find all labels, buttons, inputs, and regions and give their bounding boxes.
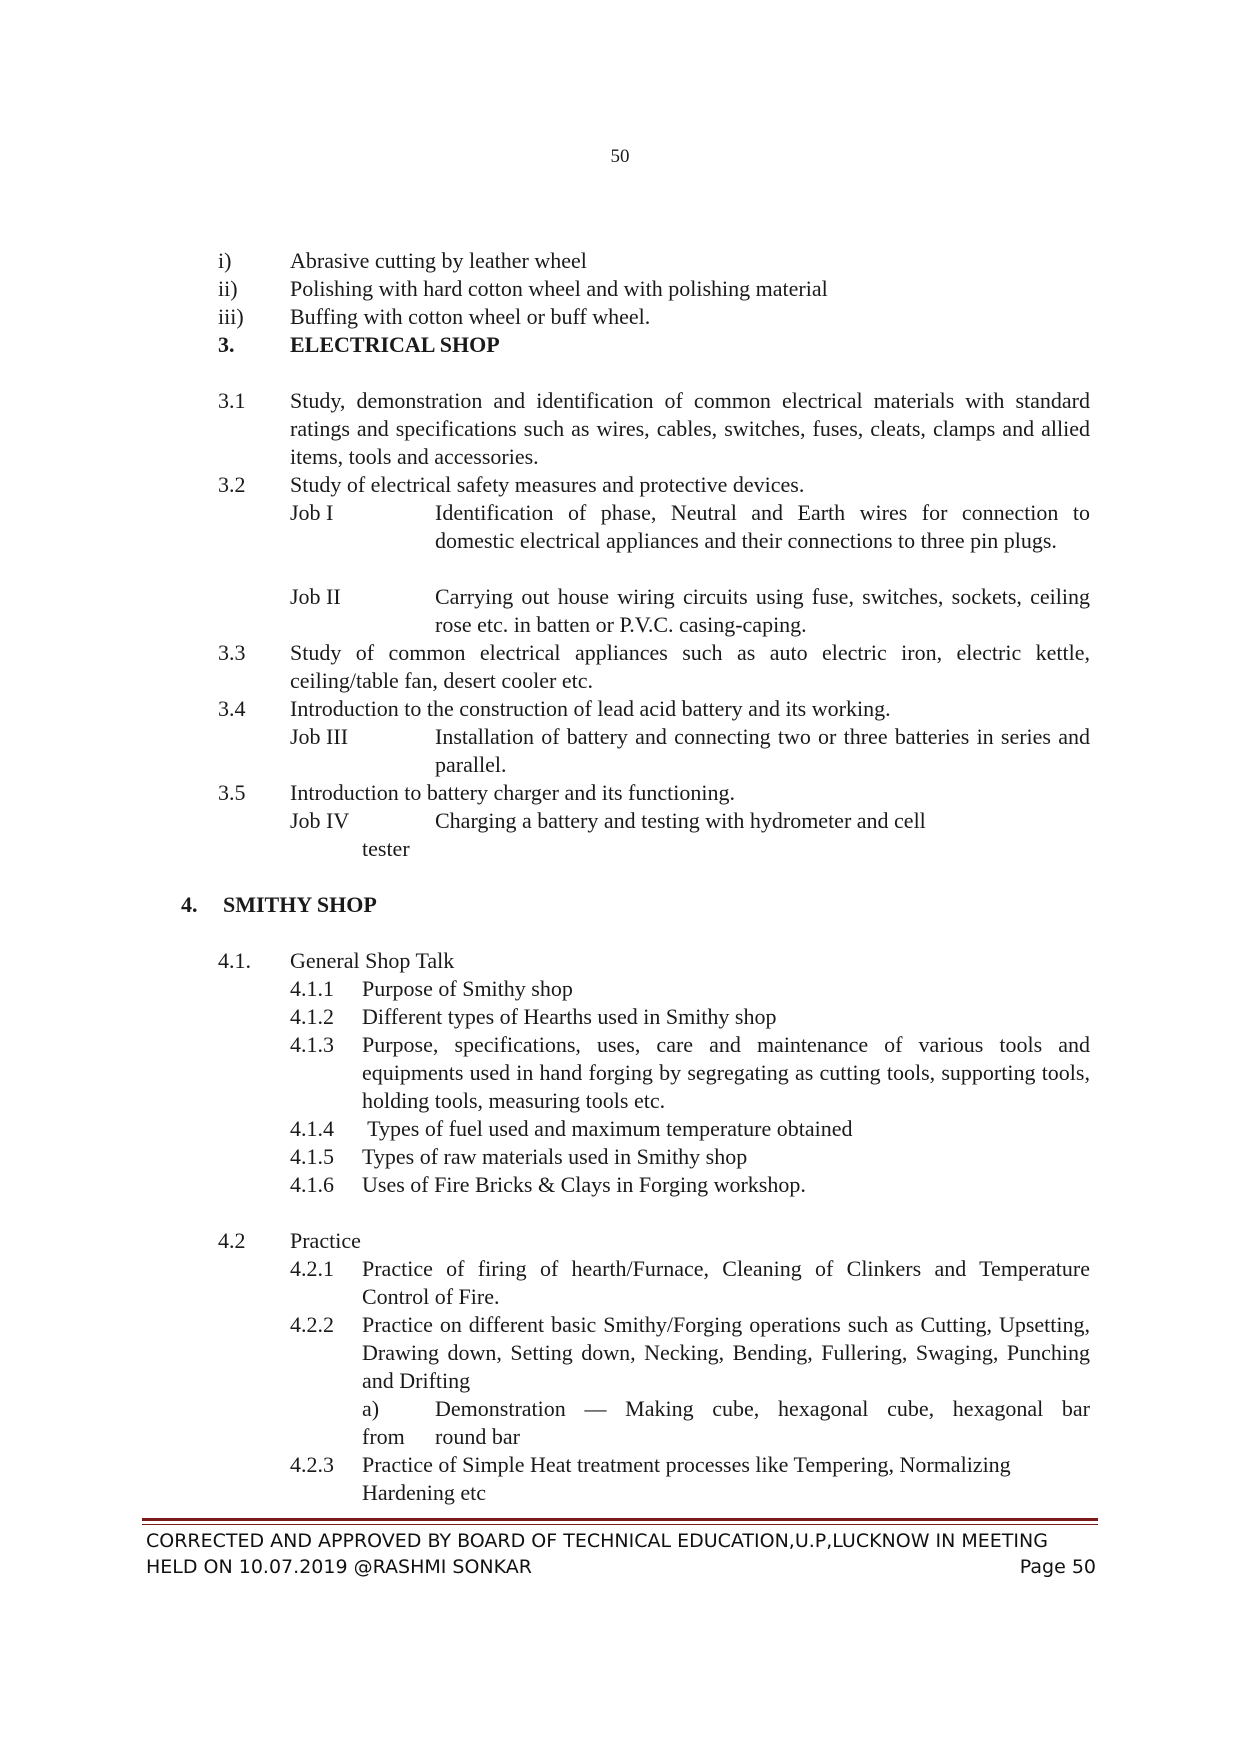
footer-divider (142, 1518, 1098, 1521)
job-text: Carrying out house wiring circuits using fuse, switches, sockets, ceiling rose etc. in batten or P.V.C. casing-caping. (435, 584, 1090, 637)
list-marker: i) (218, 248, 232, 273)
subitem-number: 4.2.2 (290, 1312, 334, 1337)
item-text: Introduction to battery charger and its functioning. (290, 780, 735, 805)
subitem-number: 4.1.5 (290, 1144, 334, 1169)
subitem-number: 4.2.1 (290, 1256, 334, 1281)
item-number: 4.1. (218, 948, 251, 973)
list-item: Abrasive cutting by leather wheel (290, 248, 587, 273)
item-text: Study, demonstration and identification of common electrical materials with standard ratings and specifications such as wires, cables, switches, fuses, cleats, clamps and allied items, tools and accessories. (290, 388, 1090, 469)
section-heading: SMITHY SHOP (223, 892, 377, 917)
list-item: Buffing with cotton wheel or buff wheel. (290, 304, 651, 329)
job-text: Charging a battery and testing with hydrometer and cell (435, 808, 926, 833)
list-marker: a) (362, 1396, 380, 1421)
item-text: General Shop Talk (290, 948, 455, 973)
list-marker: iii) (218, 304, 244, 329)
subitem-number: 4.2.3 (290, 1452, 334, 1477)
item-number: 3.1 (218, 388, 246, 413)
subitem-number: 4.1.4 (290, 1116, 334, 1141)
section-number: 4. (181, 892, 198, 917)
subitem-number: 4.1.2 (290, 1004, 334, 1029)
subitem-number: 4.1.3 (290, 1032, 334, 1057)
subitem-text: Purpose, specifications, uses, care and maintenance of various tools and equipments used in hand forging by segregating as cutting tools, supporting tools, holding tools, measuring tools etc. (362, 1032, 1090, 1113)
job-label: Job IV (290, 808, 350, 833)
job-label: Job I (290, 500, 334, 525)
subitem-text: Types of raw materials used in Smithy shop (362, 1144, 748, 1169)
subitem-text: Uses of Fire Bricks & Clays in Forging workshop. (362, 1172, 806, 1197)
subitem-text: Different types of Hearths used in Smithy shop (362, 1004, 777, 1029)
demo-text: Demonstration — Making cube, hexagonal cube, hexagonal bar (435, 1396, 1090, 1421)
job-text-continuation: tester (362, 836, 410, 861)
section-number: 3. (218, 332, 235, 357)
job-label: Job III (290, 724, 349, 749)
list-item: Polishing with hard cotton wheel and with polishing material (290, 276, 828, 301)
item-text: Introduction to the construction of lead acid battery and its working. (290, 696, 891, 721)
subitem-text: Practice of firing of hearth/Furnace, Cleaning of Clinkers and Temperature Control of Fire. (362, 1256, 1090, 1309)
item-text: Study of common electrical appliances such as auto electric iron, electric kettle, ceiling/table fan, desert cooler etc. (290, 640, 1090, 693)
list-marker: ii) (218, 276, 238, 301)
subitem-text: Types of fuel used and maximum temperature obtained (362, 1116, 853, 1141)
item-text: Study of electrical safety measures and protective devices. (290, 472, 805, 497)
item-text: Practice (290, 1228, 361, 1253)
subitem-number: 4.1.1 (290, 976, 334, 1001)
item-number: 3.3 (218, 640, 246, 665)
job-text: Identification of phase, Neutral and Earth wires for connection to domestic electrical appliances and their connections to three pin plugs. (435, 500, 1090, 553)
item-number: 4.2 (218, 1228, 246, 1253)
subitem-text: Hardening etc (362, 1480, 486, 1505)
item-number: 3.2 (218, 472, 246, 497)
footer-line: CORRECTED AND APPROVED BY BOARD OF TECHNICAL EDUCATION,U.P,LUCKNOW IN MEETING (146, 1530, 1048, 1552)
job-label: Job II (290, 584, 341, 609)
footer-approval: HELD ON 10.07.2019 @RASHMI SONKAR (146, 1556, 532, 1578)
page-number: 50 (610, 146, 630, 167)
section-heading: ELECTRICAL SHOP (290, 332, 500, 357)
subitem-number: 4.1.6 (290, 1172, 334, 1197)
footer-line-2 (146, 1554, 1096, 1580)
subitem-text: Purpose of Smithy shop (362, 976, 573, 1001)
footer-page-label: Page 50 (1019, 1556, 1096, 1578)
job-text: Installation of battery and connecting two or three batteries in series and parallel. (435, 724, 1090, 777)
item-number: 3.4 (218, 696, 246, 721)
subitem-text: Practice of Simple Heat treatment processes like Tempering, Normalizing (362, 1452, 1011, 1477)
demo-continuation: from (362, 1424, 405, 1449)
demo-continuation: round bar (435, 1424, 520, 1449)
subitem-text: Practice on different basic Smithy/Forging operations such as Cutting, Upsetting, Drawing down, Setting down, Necking, Bending, Fullering, Swaging, Punching and Drifting (362, 1312, 1090, 1393)
footer-divider (142, 1524, 1098, 1525)
item-number: 3.5 (218, 780, 246, 805)
